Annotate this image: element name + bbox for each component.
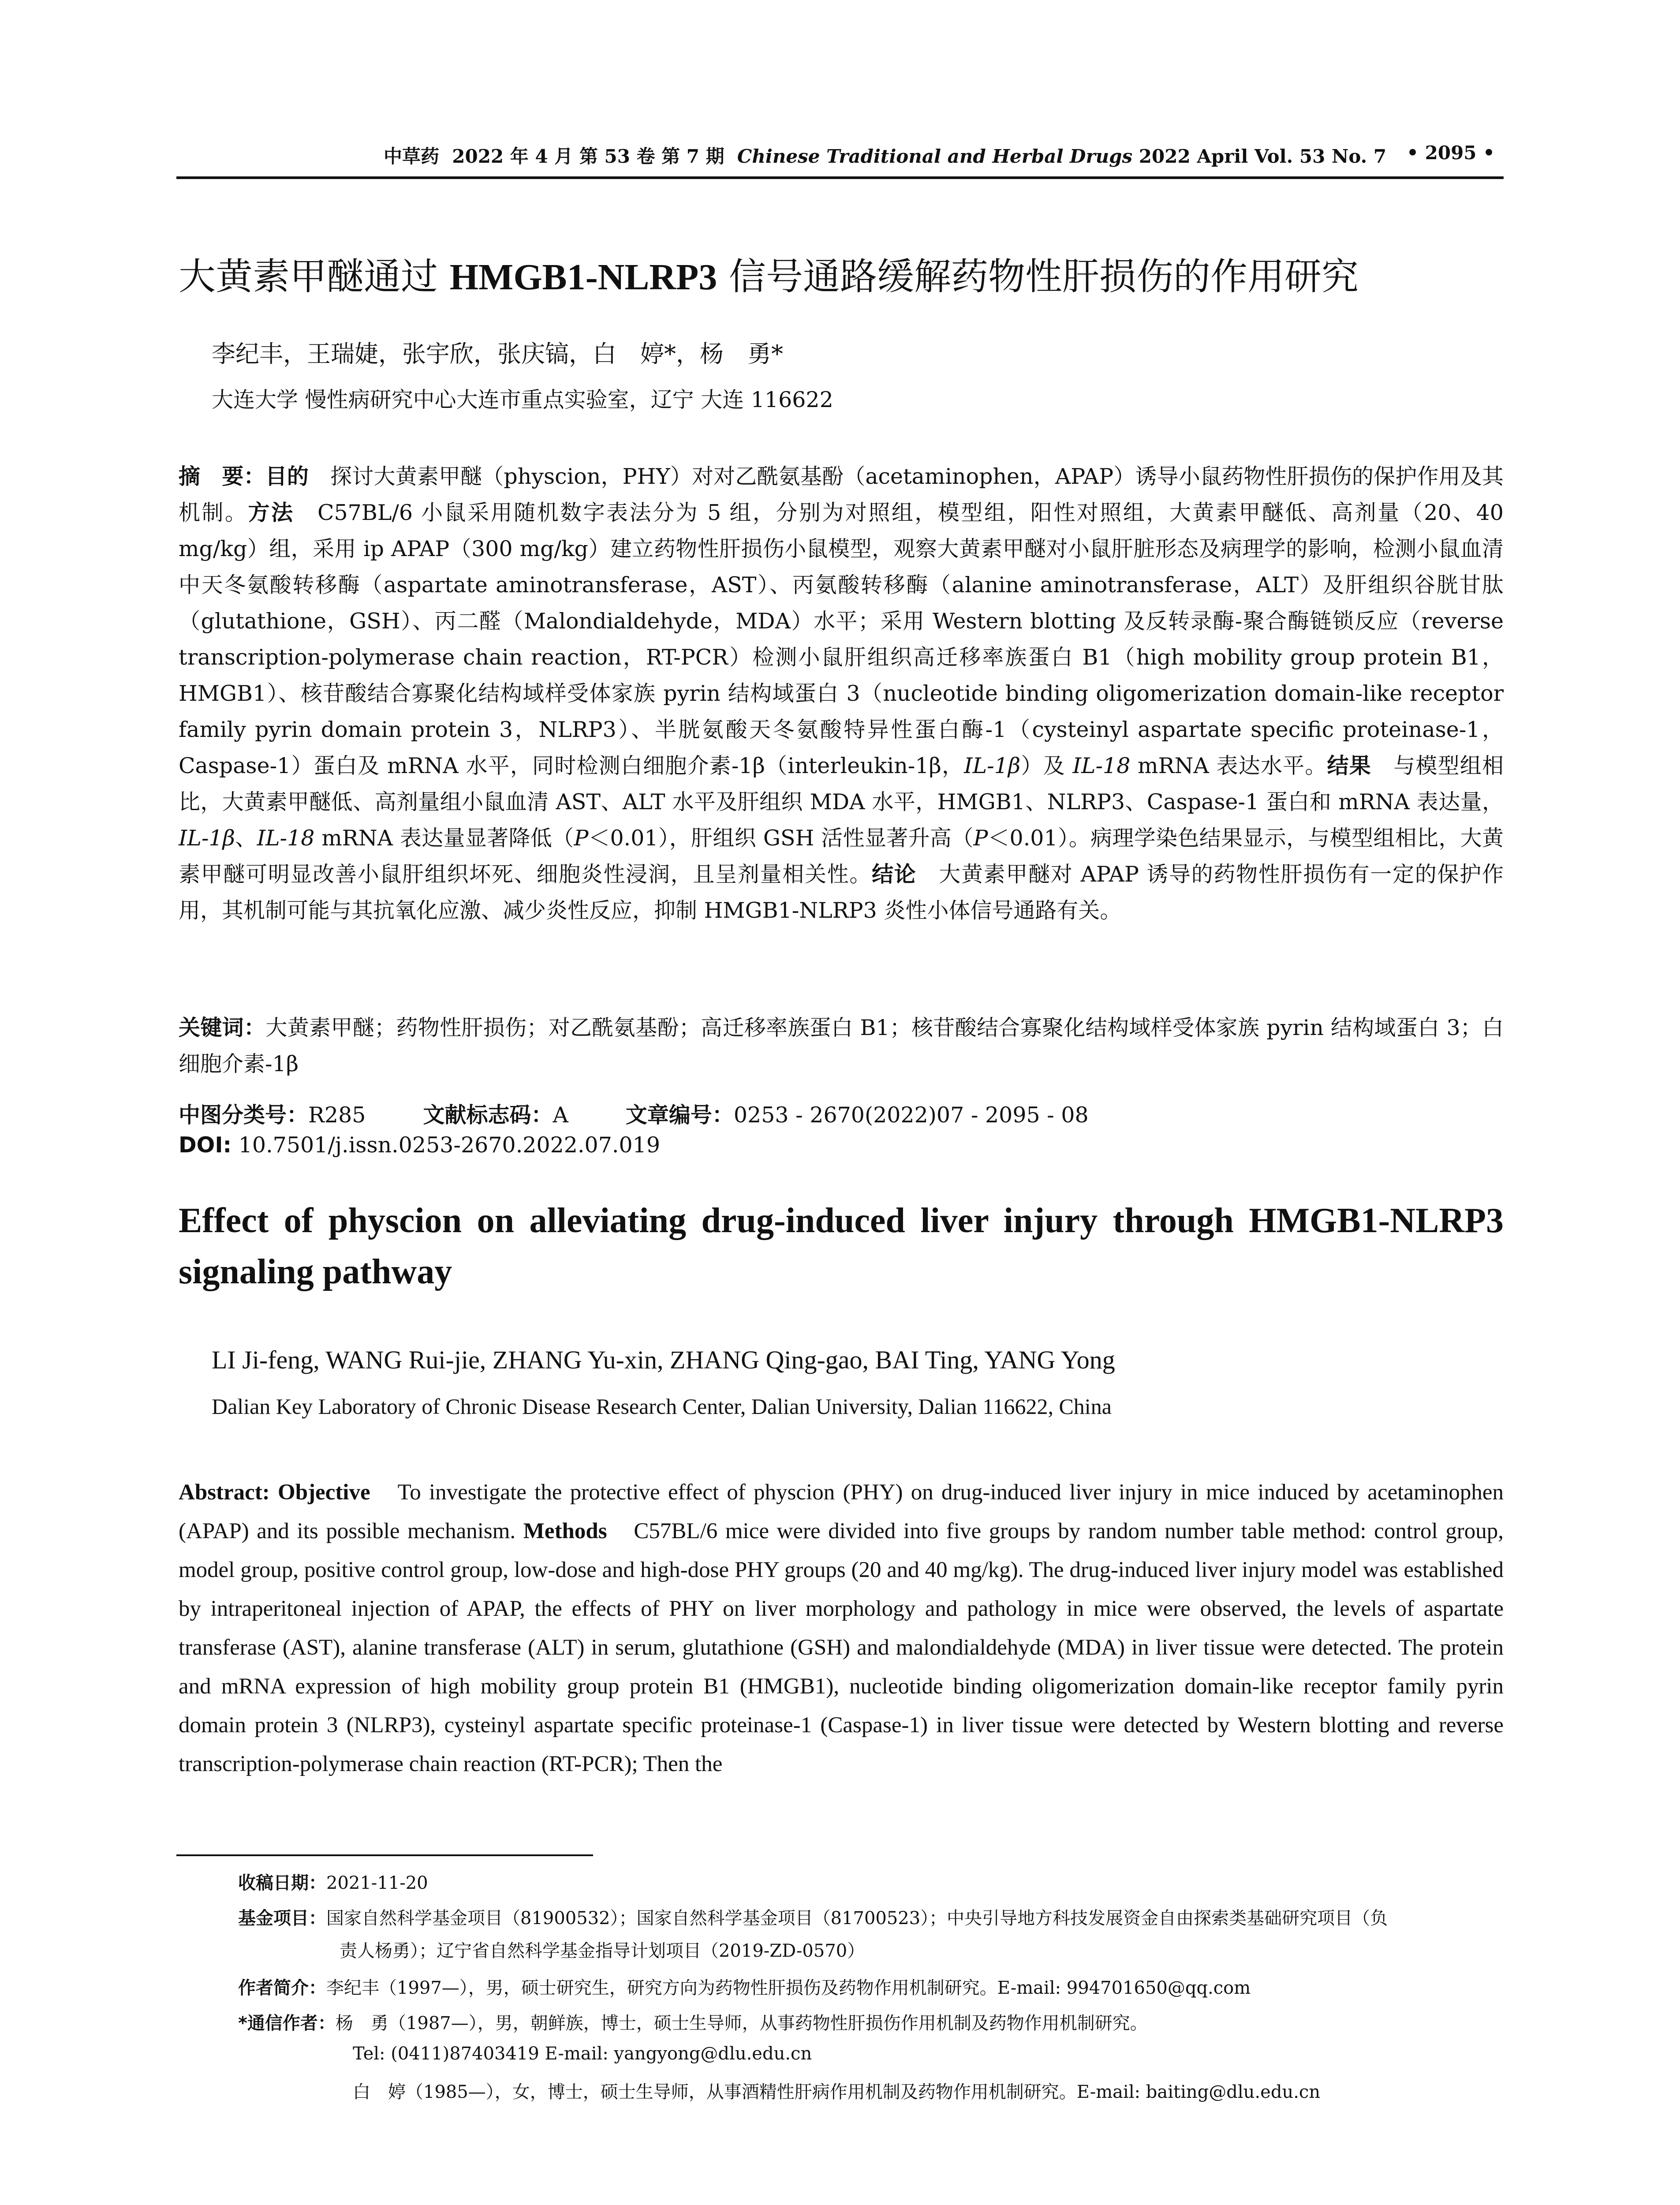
abstract-cn-label: 摘 要：	[179, 464, 265, 489]
corresponding-line-3: 白 婷（1985—），女，博士，硕士生导师，从事酒精性肝病作用机制及药物作用机制研究。E-mail: baiting@dlu.edu.cn	[353, 2082, 1321, 2102]
results-cn-label: 结果	[1327, 753, 1371, 778]
results-cn-text-4: ＜0.01）。病理学染色结果显示，与模型组相比，大黄素甲醚可明显改善小鼠肝组织坏死、细胞炎性浸润，且呈剂量相关性。	[179, 826, 1504, 887]
issue-cn: 2022 年 4 月 第 53 卷 第 7 期	[452, 146, 724, 167]
received-value: 2021-11-20	[326, 1873, 428, 1893]
conclusion-cn-label: 结论	[872, 862, 917, 887]
fund-line-1: 国家自然科学基金项目（81900532）；国家自然科学基金项目（81700523）；中央引导地方科技发展资金自由探索类基础研究项目（负	[326, 1908, 1388, 1928]
fund-label: 基金项目：	[238, 1908, 326, 1928]
conclusion-cn-text: 大黄素甲醚对 APAP 诱导的药物性肝损伤有一定的保护作用，其机制可能与其抗氧化应激、减少炎性反应，抑制 HMGB1-NLRP3 炎性小体信号通路有关。	[179, 862, 1504, 923]
results-cn-text-1: 与模型组相比，大黄素甲醚低、高剂量组小鼠血清 AST、ALT 水平及肝组织 MDA 水平，HMGB1、NLRP3、Caspase-1 蛋白和 mRNA 表达量，	[179, 753, 1504, 815]
abstract-en-label: Abstract: Objective	[179, 1480, 370, 1505]
abstract-en	[179, 1473, 1504, 1783]
methods-cn-il1b: IL-1β	[964, 753, 1021, 778]
article-no-label: 文章编号：	[625, 1102, 734, 1128]
results-cn-p2: P	[973, 826, 988, 851]
header-rule	[176, 176, 1504, 179]
methods-en-text: C57BL/6 mice were divided into five groups by random number table method: control group, model group, positive control group, low-dose and high-dose PHY groups (20 and 40 mg/kg). The drug-induced liver injury model was established by intraperitoneal injection of APAP, the effects of PHY on liver morphology and pathology in mice were observed, the levels of aspartate transferase (AST), alanine transferase (ALT) in serum, glutathione (GSH) and malondialdehyde (MDA) in liver tissue were detected. The protein and mRNA expression of high mobility group protein B1 (HMGB1), nucleotide binding oligomerization domain-like receptor family pyrin domain protein 3 (NLRP3), cysteinyl aspartate specific proteinase-1 (Caspase-1) in liver tissue were detected by Western blotting and reverse transcription-polymerase chain reaction (RT-PCR); Then the	[179, 1519, 1504, 1776]
methods-en-label: Methods	[523, 1519, 607, 1544]
corresponding-line-2: Tel: (0411)87403419 E-mail: yangyong@dlu.edu.cn	[353, 2044, 812, 2064]
journal-name-en: Chinese Traditional and Herbal Drugs	[737, 146, 1133, 167]
doi-value[interactable]: 10.7501/j.issn.0253-2670.2022.07.019	[231, 1132, 660, 1158]
authors-en: LI Ji-feng, WANG Rui-jie, ZHANG Yu-xin, ZHANG Qing-gao, BAI Ting, YANG Yong	[212, 1345, 1115, 1374]
title-cn	[179, 247, 1501, 300]
results-cn-il18: IL-18	[257, 826, 315, 851]
keywords-cn-text: 大黄素甲醚；药物性肝损伤；对乙酰氨基酚；高迁移率族蛋白 B1；核苷酸结合寡聚化结构域样受体家族 pyrin 结构域蛋白 3；白细胞介素-1β	[179, 1015, 1504, 1076]
corresponding-label: *通信作者：	[238, 2013, 336, 2033]
footnote-received	[238, 1869, 428, 1894]
clc-value: R285	[308, 1102, 366, 1128]
methods-cn-label: 方法	[248, 500, 295, 525]
results-cn-p1: P	[574, 826, 589, 851]
issue-en: 2022 April Vol. 53 No. 7	[1139, 146, 1387, 167]
article-no-value: 0253 - 2670(2022)07 - 2095 - 08	[733, 1102, 1089, 1128]
keywords-cn-label: 关键词：	[179, 1015, 266, 1040]
methods-cn-text: C57BL/6 小鼠采用随机数字表法分为 5 组，分别为对照组，模型组，阳性对照组，大黄素甲醚低、高剂量（20、40 mg/kg）组，采用 ip APAP（300 mg/kg）建立药物性肝损伤小鼠模型，观察大黄素甲醚对小鼠肝脏形态及病理学的影响，检测小鼠血清中天冬氨酸转移酶（aspartate aminotransferase，AST）、丙氨酸转移酶（alanine aminotransferase，ALT）及肝组织谷胱甘肽（glutathione，GSH）、丙二醛（Malondialdehyde，MDA）水平；采用 Western blotting 及反转录酶-聚合酶链锁反应（reverse transcription-polymerase chain reaction，RT-PCR）检测小鼠肝组织高迁移率族蛋白 B1（high mobility group protein B1，HMGB1）、核苷酸结合寡聚化结构域样受体家族 pyrin 结构域蛋白 3（nucleotide binding oligomerization domain-like receptor family pyrin domain protein 3，NLRP3）、半胱氨酸天冬氨酸特异性蛋白酶-1（cysteinyl aspartate specific proteinase-1，Caspase-1）蛋白及 mRNA 水平，同时检测白细胞介素-1β（interleukin-1β，	[179, 500, 1504, 778]
objective-cn-label: 目的	[265, 464, 309, 489]
doi-label: DOI:	[179, 1132, 232, 1158]
page-number: • 2095 •	[1407, 142, 1495, 164]
footnote-corresponding	[238, 2009, 1148, 2034]
results-cn-il1b: IL-1β	[179, 826, 235, 851]
methods-cn-end: mRNA 表达水平。	[1130, 753, 1327, 778]
corresponding-line-1: 杨 勇（1987—），男，朝鲜族，博士，硕士生导师，从事药物性肝损伤作用机制及药物作用机制研究。	[335, 2013, 1148, 2033]
journal-name-cn: 中草药	[384, 146, 440, 167]
header-journal-info	[384, 142, 1386, 168]
results-cn-text-2: mRNA 表达量显著降低（	[314, 826, 574, 851]
objective-en-text: To investigate the protective effect of physcion (PHY) on drug-induced liver injury in mice induced by acetaminophen (APAP) and its possible mechanism.	[179, 1480, 1504, 1544]
authors-cn: 李纪丰，王瑞婕，张宇欣，张庆镐，白 婷*，杨 勇*	[212, 340, 783, 368]
doccode-value: A	[553, 1102, 568, 1128]
abstract-cn	[179, 459, 1504, 929]
classification-line	[179, 1098, 1089, 1129]
methods-cn-and: ）及	[1020, 753, 1073, 778]
objective-cn-text: 探讨大黄素甲醚（physcion，PHY）对对乙酰氨基酚（acetaminophen，APAP）诱导小鼠药物性肝损伤的保护作用及其机制。	[179, 464, 1504, 525]
fund-line-2: 责人杨勇）；辽宁省自然科学基金指导计划项目（2019-ZD-0570）	[340, 1941, 865, 1961]
title-cn-part2: 信号通路缓解药物性肝损伤的作用研究	[717, 255, 1359, 298]
footnote-rule	[176, 1854, 593, 1856]
received-label: 收稿日期：	[238, 1873, 326, 1893]
title-en: Effect of physcion on alleviating drug-induced liver injury through HMGB1-NLRP3 signaling pathway	[179, 1201, 1504, 1291]
author-bio-value: 李纪丰（1997—），男，硕士研究生，研究方向为药物性肝损伤及药物作用机制研究。E-mail: 994701650@qq.com	[326, 1978, 1251, 1998]
results-cn-sep: 、	[235, 826, 257, 851]
author-bio-label: 作者简介：	[238, 1978, 326, 1998]
title-cn-part1: 大黄素甲醚通过	[179, 255, 450, 298]
footnote-author	[238, 1974, 1251, 1999]
results-cn-text-3: ＜0.01），肝组织 GSH 活性显著升高（	[588, 826, 974, 851]
footnote-fund	[238, 1904, 1388, 1929]
doccode-label: 文献标志码：	[423, 1102, 553, 1128]
title-cn-code: HMGB1-NLRP3	[449, 257, 717, 298]
methods-cn-il18: IL-18	[1072, 753, 1131, 778]
keywords-cn	[179, 1010, 1504, 1082]
doi-line	[179, 1132, 660, 1158]
affiliation-cn: 大连大学 慢性病研究中心大连市重点实验室，辽宁 大连 116622	[212, 387, 833, 412]
affiliation-en: Dalian Key Laboratory of Chronic Disease Research Center, Dalian University, Dalian 116622, China	[212, 1394, 1112, 1419]
clc-label: 中图分类号：	[179, 1102, 309, 1128]
